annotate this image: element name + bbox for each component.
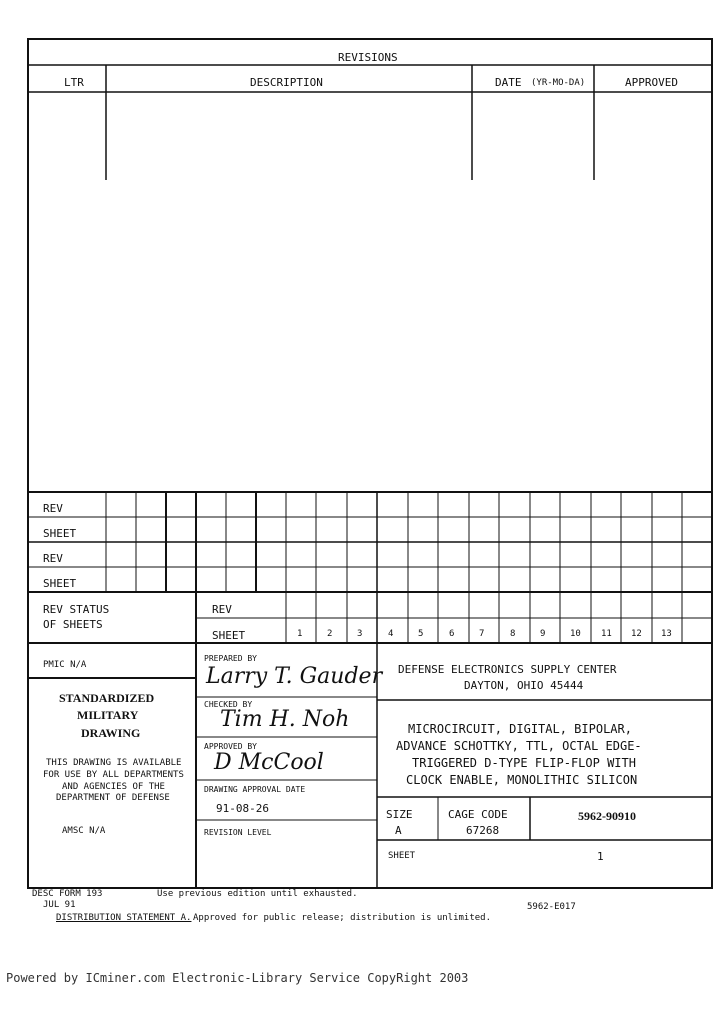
sheet-number: 11 <box>601 629 612 639</box>
of-sheets-label: OF SHEETS <box>43 618 103 631</box>
sheet-number: 7 <box>479 629 485 639</box>
col-approved: APPROVED <box>625 76 678 89</box>
col-date-format: (YR-MO-DA) <box>531 78 586 88</box>
availability-line: AND AGENCIES OF THE <box>62 782 165 792</box>
agency-name: DEFENSE ELECTRONICS SUPPLY CENTER <box>398 663 617 676</box>
sheet-number: 8 <box>510 629 516 639</box>
revision-level-label: REVISION LEVEL <box>204 828 272 837</box>
col-date: DATE <box>495 76 522 89</box>
sheet-number: 10 <box>570 629 581 639</box>
title-line: CLOCK ENABLE, MONOLITHIC SILICON <box>406 773 638 787</box>
cage-code-label: CAGE CODE <box>448 808 508 821</box>
form-number: DESC FORM 193 <box>32 889 103 899</box>
sheet-row-label: SHEET <box>43 577 77 590</box>
form-code: 5962-E017 <box>527 902 576 912</box>
revisions-title: REVISIONS <box>338 51 398 64</box>
distribution-label: DISTRIBUTION STATEMENT A. <box>56 913 192 923</box>
powered-by-notice: Powered by ICminer.com Electronic-Library Service CopyRight 2003 <box>6 971 469 985</box>
rev-row-label: REV <box>43 552 63 565</box>
title-line: MICROCIRCUIT, DIGITAL, BIPOLAR, <box>408 722 632 736</box>
sheet-row-label: SHEET <box>43 527 77 540</box>
title-line: ADVANCE SCHOTTKY, TTL, OCTAL EDGE- <box>396 739 642 753</box>
sheet-number: 6 <box>449 629 455 639</box>
prepared-by-label: PREPARED BY <box>204 654 257 663</box>
availability-line: FOR USE BY ALL DEPARTMENTS <box>43 770 184 780</box>
sheet-number: 5 <box>418 629 424 639</box>
sheet-number: 1 <box>297 629 303 639</box>
rev-status-label: REV STATUS <box>43 603 110 616</box>
drawing-heading: DRAWING <box>81 726 141 740</box>
sheet-row-label: SHEET <box>212 629 246 642</box>
approval-date-label: DRAWING APPROVAL DATE <box>204 785 306 794</box>
sheet-label: SHEET <box>388 851 416 861</box>
previous-edition-note: Use previous edition until exhausted. <box>157 889 358 899</box>
sheet-number: 3 <box>357 629 363 639</box>
approved-signature: D McCool <box>214 750 324 775</box>
size-value: A <box>395 824 402 837</box>
sheet-number: 12 <box>631 629 642 639</box>
amsc-label: AMSC N/A <box>62 826 106 836</box>
pmic-label: PMIC N/A <box>43 660 87 670</box>
availability-line: DEPARTMENT OF DEFENSE <box>56 793 170 803</box>
sheet-number: 2 <box>327 629 333 639</box>
size-label: SIZE <box>386 808 413 821</box>
approval-date-value: 91-08-26 <box>216 802 269 815</box>
military-heading: MILITARY <box>77 708 139 722</box>
sheet-number: 9 <box>540 629 546 639</box>
checked-by-label: CHECKED BY <box>204 700 253 709</box>
prepared-signature: Larry T. Gauder <box>206 664 383 689</box>
rev-row-label: REV <box>212 603 232 616</box>
drawing-number: 5962-90910 <box>578 809 636 823</box>
approved-by-label: APPROVED BY <box>204 742 257 751</box>
rev-row-label: REV <box>43 502 63 515</box>
cage-code-value: 67268 <box>466 824 500 837</box>
sheet-number: 13 <box>661 629 672 639</box>
standardized-heading: STANDARDIZED <box>59 691 155 705</box>
sheet-value: 1 <box>597 850 604 863</box>
checked-signature: Tim H. Noh <box>220 707 350 732</box>
agency-address: DAYTON, OHIO 45444 <box>464 679 584 692</box>
title-line: TRIGGERED D-TYPE FLIP-FLOP WITH <box>412 756 636 770</box>
col-ltr: LTR <box>64 76 84 89</box>
distribution-text: Approved for public release; distribution is unlimited. <box>193 913 492 923</box>
form-date: JUL 91 <box>43 900 76 910</box>
col-description: DESCRIPTION <box>250 76 323 89</box>
sheet-number: 4 <box>388 629 394 639</box>
availability-line: THIS DRAWING IS AVAILABLE <box>46 758 182 768</box>
